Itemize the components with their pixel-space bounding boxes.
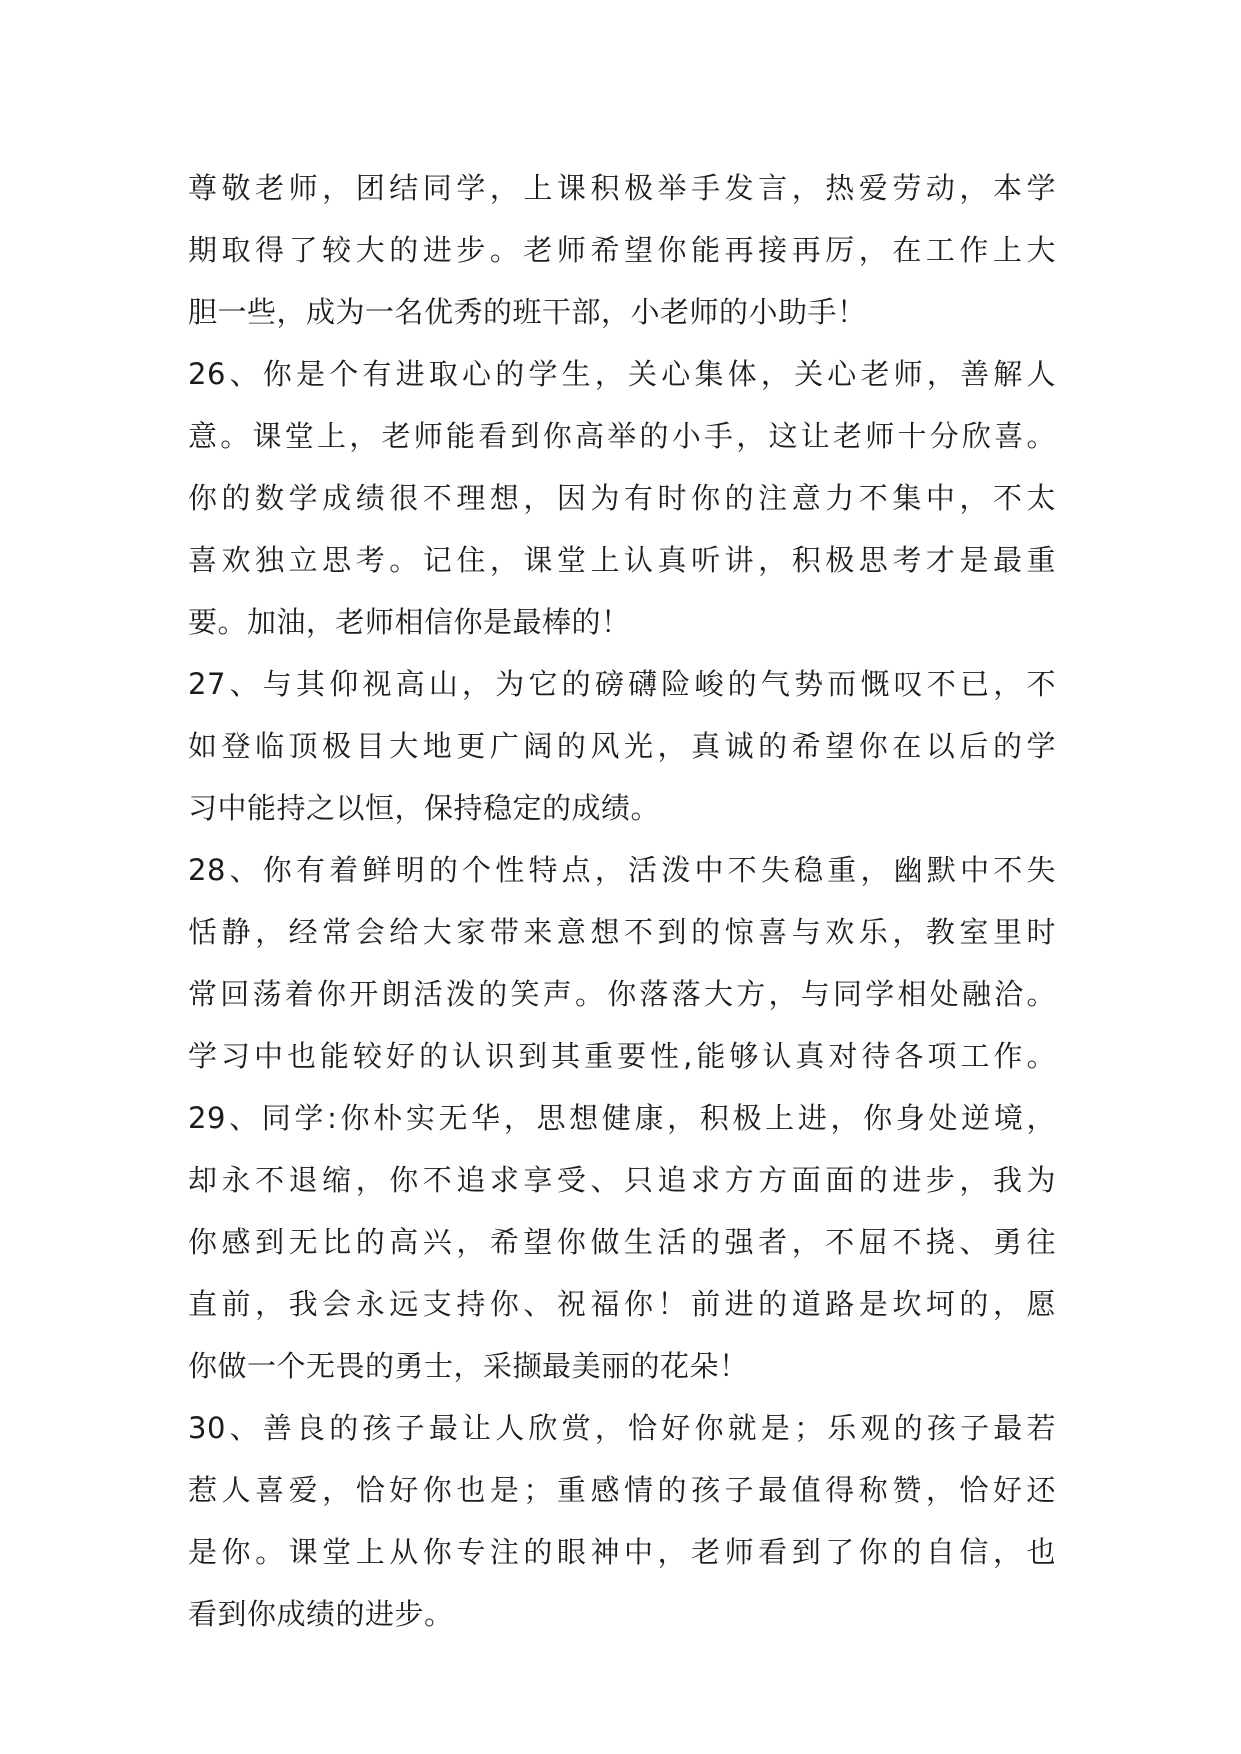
comment-paragraph-continued — [188, 157, 1056, 343]
text-line: 胆一些，成为一名优秀的班干部，小老师的小助手！ — [188, 295, 867, 329]
text-line: 29、同学:你朴实无华，思想健康，积极上进，你身处逆境， — [188, 1101, 1056, 1135]
text-line: 却永不退缩，你不追求享受、只追求方方面面的进步，我为 — [188, 1163, 1056, 1197]
text-line: 看到你成绩的进步。 — [188, 1597, 454, 1631]
text-line: 26、你是个有进取心的学生，关心集体，关心老师，善解人 — [188, 357, 1056, 391]
text-line: 常回荡着你开朗活泼的笑声。你落落大方，与同学相处融洽。 — [188, 977, 1056, 1011]
text-line: 喜欢独立思考。记住，课堂上认真听讲，积极思考才是最重 — [188, 543, 1056, 577]
comment-paragraph-29 — [188, 1087, 1056, 1397]
text-line: 直前，我会永远支持你、祝福你！前进的道路是坎坷的，愿 — [188, 1287, 1056, 1321]
text-line: 习中能持之以恒，保持稳定的成绩。 — [188, 791, 661, 825]
text-line: 如登临顶极目大地更广阔的风光，真诚的希望你在以后的学 — [188, 729, 1056, 763]
text-line: 意。课堂上，老师能看到你高举的小手，这让老师十分欣喜。 — [188, 419, 1056, 453]
text-line: 尊敬老师，团结同学，上课积极举手发言，热爱劳动，本学 — [188, 171, 1056, 205]
document-body — [188, 157, 1056, 1645]
text-line: 惹人喜爱，恰好你也是；重感情的孩子最值得称赞，恰好还 — [188, 1473, 1056, 1507]
comment-paragraph-30 — [188, 1397, 1056, 1645]
text-line: 要。加油，老师相信你是最棒的！ — [188, 605, 631, 639]
comment-paragraph-27 — [188, 653, 1056, 839]
text-line: 期取得了较大的进步。老师希望你能再接再厉，在工作上大 — [188, 233, 1056, 267]
text-line: 你感到无比的高兴，希望你做生活的强者，不屈不挠、勇往 — [188, 1225, 1056, 1259]
text-line: 恬静，经常会给大家带来意想不到的惊喜与欢乐，教室里时 — [188, 915, 1056, 949]
text-line: 27、与其仰视高山，为它的磅礴险峻的气势而慨叹不已，不 — [188, 667, 1056, 701]
text-line: 是你。课堂上从你专注的眼神中，老师看到了你的自信，也 — [188, 1535, 1056, 1569]
text-line: 28、你有着鲜明的个性特点，活泼中不失稳重，幽默中不失 — [188, 853, 1056, 887]
text-line: 30、善良的孩子最让人欣赏，恰好你就是；乐观的孩子最若 — [188, 1411, 1056, 1445]
text-line: 你做一个无畏的勇士，采撷最美丽的花朵！ — [188, 1349, 749, 1383]
text-line: 你的数学成绩很不理想，因为有时你的注意力不集中，不太 — [188, 481, 1056, 515]
comment-paragraph-26 — [188, 343, 1056, 653]
comment-paragraph-28 — [188, 839, 1056, 1087]
text-line: 学习中也能较好的认识到其重要性,能够认真对待各项工作。 — [188, 1039, 1056, 1073]
